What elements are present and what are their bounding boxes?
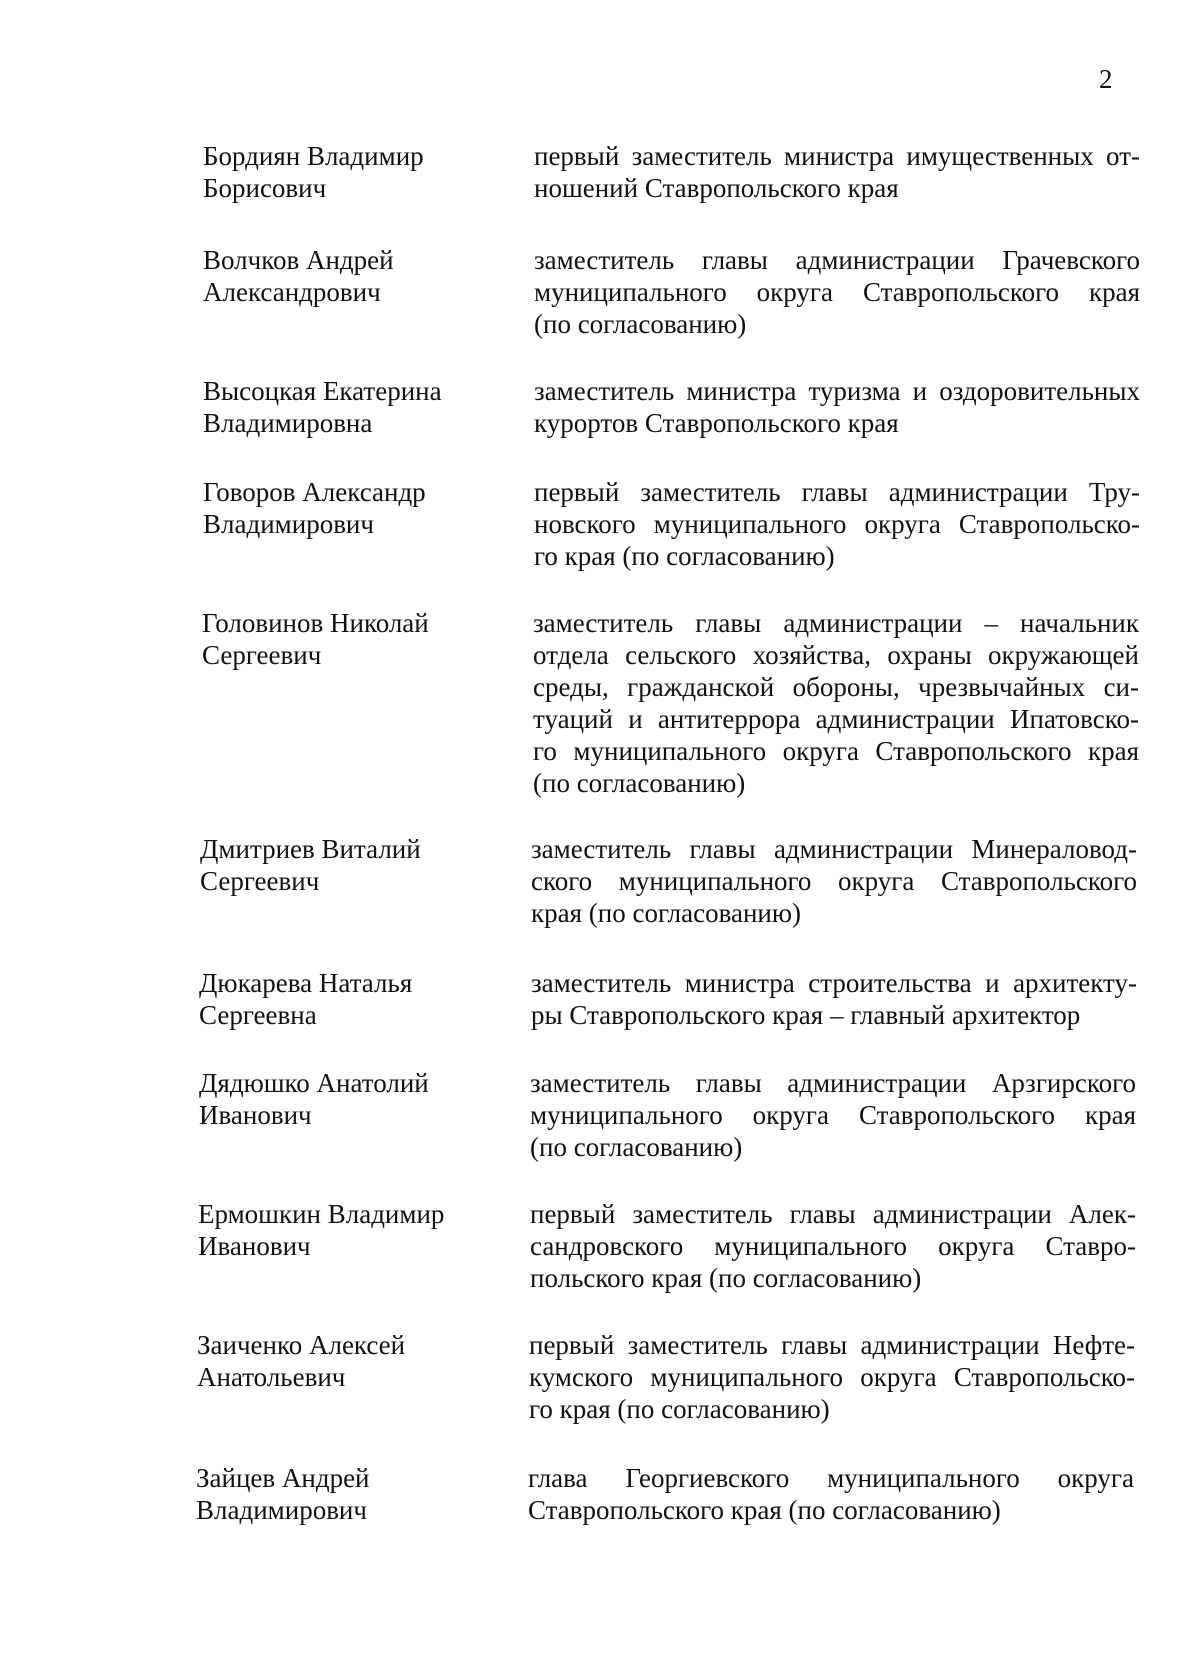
member-name (199, 967, 489, 1031)
member-name-line: Анатольевич (197, 1362, 346, 1392)
member-name-line: Высоцкая Екатерина (203, 376, 442, 406)
member-position (530, 1067, 1136, 1163)
member-position-line: ского муниципального округа Ставропольского (531, 866, 1137, 896)
member-position-line: первый заместитель главы администрации Тру- (534, 477, 1140, 507)
member-position (534, 375, 1140, 439)
member-position-line: заместитель министра туризма и оздоровительных (534, 376, 1140, 406)
member-position (531, 833, 1137, 929)
member-position-line: отдела сельского хозяйства, охраны окружающей (533, 640, 1139, 670)
member-position-line: края (по согласованию) (531, 898, 802, 928)
member-position-line: ры Ставропольского края – главный архитектор (531, 1000, 1081, 1030)
member-position-line: кумского муниципального округа Ставропольско- (529, 1362, 1135, 1392)
member-position-line: польского края (по согласованию) (530, 1263, 922, 1293)
member-position-line: го края (по согласованию) (529, 1394, 830, 1424)
member-name-line: Владимирович (196, 1495, 367, 1525)
member-position-line: го края (по согласованию) (534, 541, 835, 571)
member-position-line: сандровского муниципального округа Ставро- (530, 1231, 1136, 1261)
member-name (198, 1198, 488, 1262)
member-name-line: Ермошкин Владимир (198, 1199, 445, 1229)
member-name (203, 244, 493, 308)
member-position-line: первый заместитель главы администрации Алек- (530, 1199, 1136, 1229)
member-name (202, 607, 492, 671)
member-position (534, 244, 1140, 340)
member-position-line: заместитель главы администрации Арзгирского (530, 1068, 1136, 1098)
member-name-line: Иванович (198, 1231, 311, 1261)
member-name-line: Волчков Андрей (203, 245, 394, 275)
member-position (529, 1329, 1135, 1425)
member-name (203, 476, 493, 540)
member-name (196, 1462, 486, 1526)
member-name-line: Александрович (203, 277, 381, 307)
member-position-line: (по согласованию) (530, 1132, 743, 1162)
member-name (203, 375, 493, 439)
member-name-line: Дмитриев Виталий (200, 834, 421, 864)
member-position-line: первый заместитель главы администрации Нефте- (529, 1330, 1135, 1360)
member-name-line: Сергеевна (199, 1000, 317, 1030)
member-position (533, 607, 1139, 799)
member-position-line: первый заместитель министра имущественных от- (534, 141, 1140, 171)
member-name-line: Дядюшко Анатолий (199, 1068, 429, 1098)
member-position-line: среды, гражданской обороны, чрезвычайных си- (533, 672, 1139, 702)
member-name-line: Сергеевич (200, 866, 320, 896)
member-name-line: Зайцев Андрей (196, 1463, 370, 1493)
member-name-line: Дюкарева Наталья (199, 968, 413, 998)
member-position-line: заместитель главы администрации Грачевского (534, 245, 1140, 275)
member-position-line: Ставропольского края (по согласованию) (528, 1495, 1001, 1525)
member-name-line: Говоров Александр (203, 477, 426, 507)
member-position (534, 476, 1140, 572)
member-position-line: курортов Ставропольского края (534, 408, 899, 438)
member-name-line: Владимировна (203, 408, 373, 438)
member-name (203, 140, 493, 204)
member-position-line: ношений Ставропольского края (534, 173, 899, 203)
member-position (528, 1462, 1134, 1526)
member-position-line: (по согласованию) (533, 768, 746, 798)
member-name-line: Сергеевич (202, 640, 322, 670)
member-name-line: Заиченко Алексей (197, 1330, 406, 1360)
member-position-line: заместитель главы администрации – начальник (533, 608, 1139, 638)
member-position-line: муниципального округа Ставропольского края (530, 1100, 1136, 1130)
member-position (531, 967, 1137, 1031)
member-name-line: Владимирович (203, 509, 374, 539)
member-position-line: муниципального округа Ставропольского края (534, 277, 1140, 307)
member-name-line: Головинов Николай (202, 608, 429, 638)
member-position-line: глава Георгиевского муниципального округа (528, 1463, 1134, 1493)
member-position-line: туаций и антитеррора администрации Ипатовско- (533, 704, 1139, 734)
member-name-line: Бордиян Владимир (203, 141, 424, 171)
member-position-line: го муниципального округа Ставропольского края (533, 736, 1139, 766)
member-name (199, 1067, 489, 1131)
member-position (534, 140, 1140, 204)
member-name-line: Борисович (203, 173, 327, 203)
page-number: 2 (1099, 64, 1113, 94)
member-name (197, 1329, 487, 1393)
member-position-line: заместитель главы администрации Минераловод- (531, 834, 1137, 864)
member-position-line: (по согласованию) (534, 309, 747, 339)
member-position (530, 1198, 1136, 1294)
member-position-line: новского муниципального округа Ставропольско- (534, 509, 1140, 539)
member-name-line: Иванович (199, 1100, 312, 1130)
member-name (200, 833, 490, 897)
member-position-line: заместитель министра строительства и архитекту- (531, 968, 1137, 998)
